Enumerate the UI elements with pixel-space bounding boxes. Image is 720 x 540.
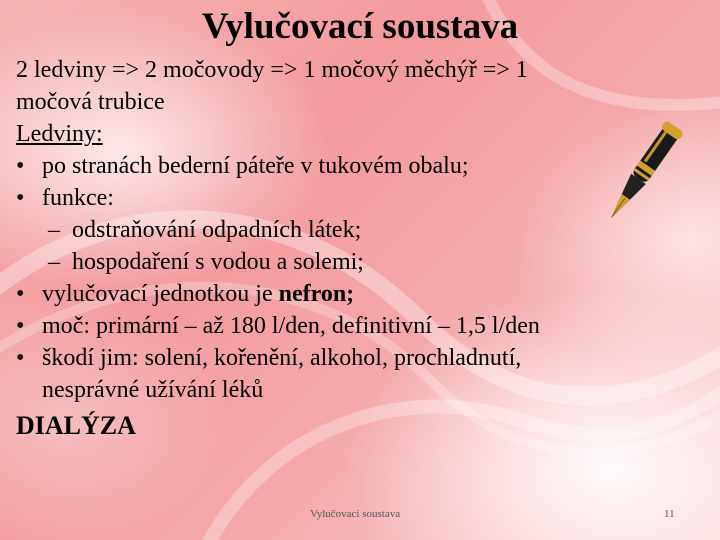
sub-item-water-text: hospodaření s vodou a solemi; [72, 249, 364, 275]
intro-line-2: močová trubice [16, 89, 165, 115]
fountain-pen-icon [590, 115, 690, 235]
closing-dialyza: DIALÝZA [16, 411, 136, 440]
dash-marker: – [48, 249, 60, 275]
intro-line-1: 2 ledviny => 2 močovody => 1 močový měchýř => 1 [16, 57, 528, 83]
bullet-nefron-bold: nefron; [278, 281, 355, 307]
slide-body [16, 54, 656, 442]
slide-footer: Vylučovací soustava [310, 508, 401, 520]
sub-item-waste [16, 214, 656, 246]
page-number: 11 [664, 508, 675, 520]
bullet-nefron [16, 278, 656, 310]
bullet-harm: • škodí jim: solení, kořenění, alkohol, prochladnutí, [16, 342, 656, 374]
sub-item-waste-text: odstraňování odpadních látek; [72, 217, 362, 243]
bullet-function: • funkce: [16, 182, 656, 214]
bullet-nefron-prefix: vylučovací jednotkou je [42, 281, 273, 307]
section-heading: Ledviny: [16, 121, 103, 147]
dash-marker: – [48, 217, 60, 243]
bullet-location: • po stranách bederní páteře v tukovém obalu; [16, 150, 656, 182]
slide-title: Vylučovací soustava [201, 6, 519, 47]
sub-item-water [16, 246, 656, 278]
bullet-harm-continuation: nesprávné užívání léků [42, 377, 264, 403]
bullet-urine: • moč: primární – až 180 l/den, definitivní – 1,5 l/den [16, 310, 656, 342]
